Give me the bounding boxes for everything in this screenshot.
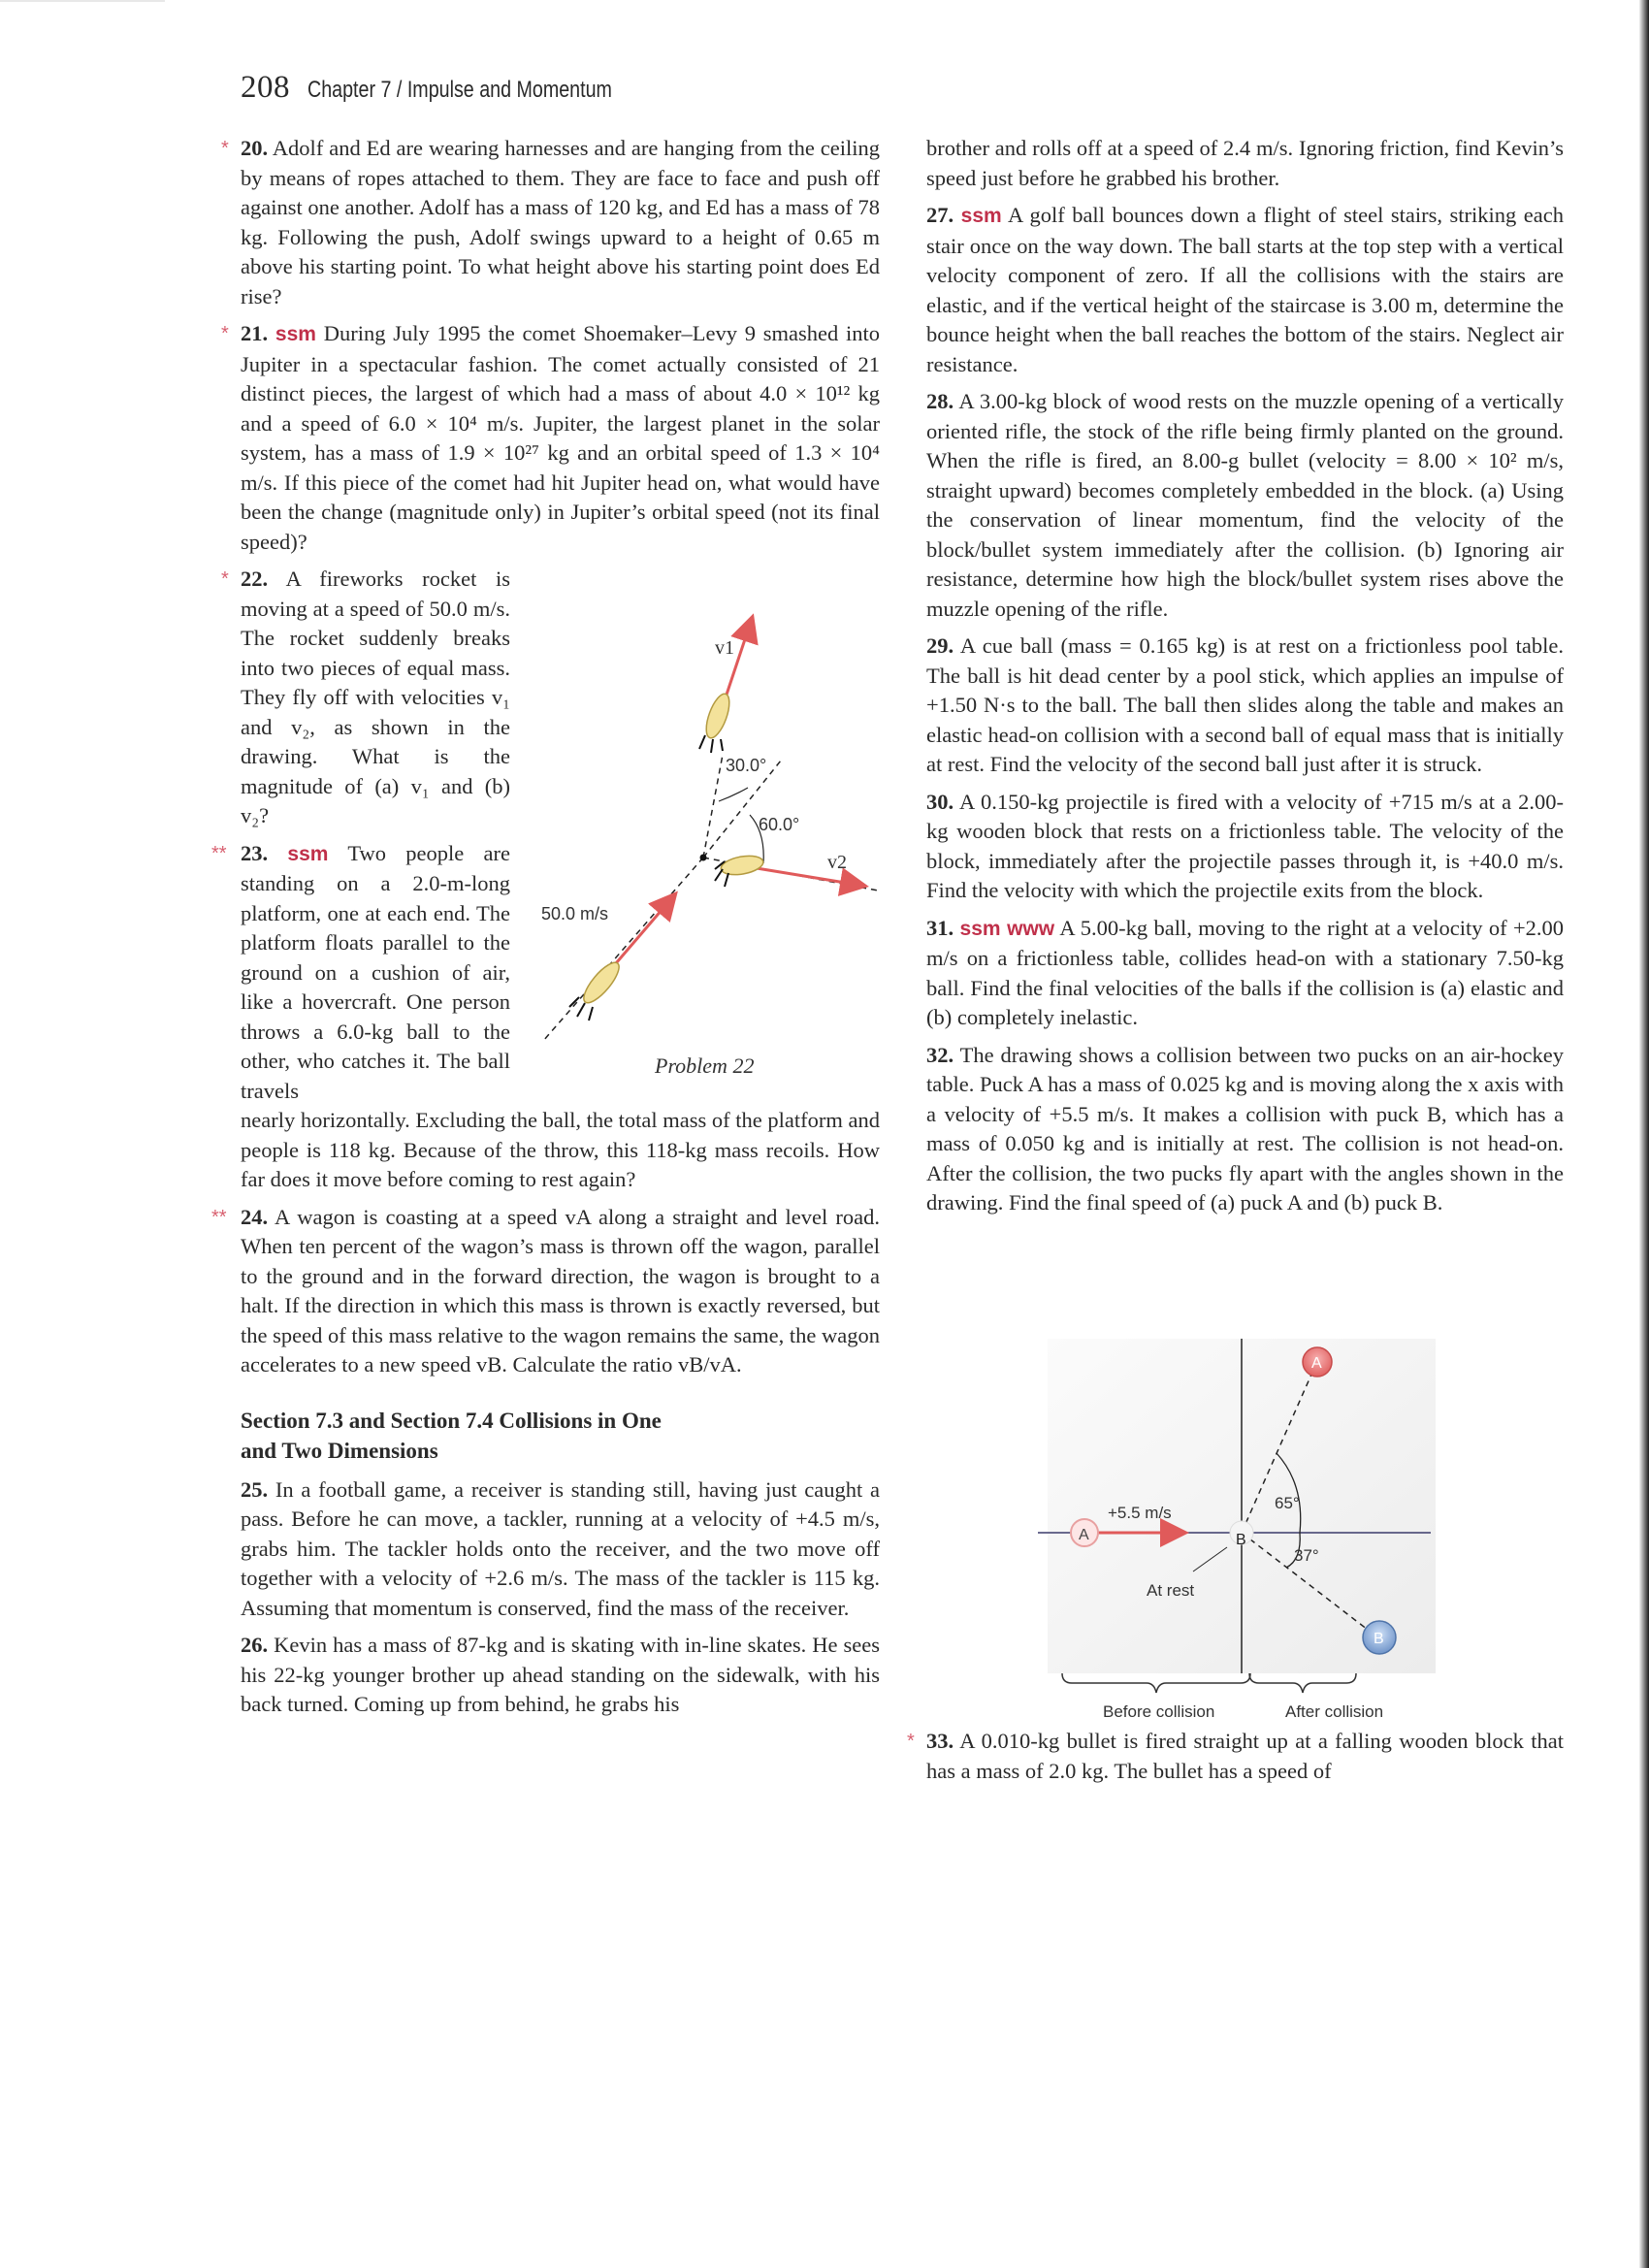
problem-text: A 0.010-kg bullet is fired straight up at a falling wooden block that has a mass of 2.0 kg. The bullet has a speed of: [926, 1729, 1564, 1783]
difficulty-star: *: [221, 568, 229, 590]
problem-number: 22.: [241, 567, 269, 591]
angle-65-label: 65°: [1275, 1494, 1300, 1512]
section-heading-line2: and Two Dimensions: [241, 1438, 438, 1463]
problem-21: [221, 319, 881, 557]
ssm-tag: ssm: [960, 205, 1002, 227]
section-heading-line1: Section 7.3 and Section 7.4 Collisions in One: [241, 1408, 662, 1433]
after-collision-label: After collision: [1285, 1702, 1384, 1721]
figure-caption: Problem 22: [655, 1053, 755, 1078]
right-column-bottom: [907, 1727, 1564, 1794]
problem-27: [926, 201, 1564, 379]
problem-text: A 5.00-kg ball, moving to the right at a velocity of +2.00 m/s on a frictionless table, collides head-on with a stationary 7.50-kg ball. Find the final velocities of the balls if the collision is (a) elastic and (b) completely inelastic.: [926, 915, 1565, 1029]
velocity-label: +5.5 m/s: [1108, 1504, 1172, 1522]
problem-28: [926, 387, 1564, 624]
problem-30: [926, 788, 1564, 906]
problem-text: A 3.00-kg block of wood rests on the muzzle opening of a vertically oriented rifle, the stock of the rifle being firmly planted on the ground. When the rifle is fired, an 8.00-g bullet (velocity = 8.00 × 10² m/s, straight upward) becomes completely embedded in the block. (a) Using the conservation of linear momentum, find the velocity of the block/bullet system immediately after the collision. (b) Ignoring air resistance, determine how high the block/bullet system rises above the muzzle opening of the rifle.: [926, 389, 1564, 621]
problem-number: 27.: [926, 203, 954, 227]
problem-26: [241, 1631, 880, 1720]
dashed-incoming: [543, 858, 703, 1041]
problem-number: 25.: [241, 1476, 269, 1502]
figure-problem-22: [529, 570, 897, 1085]
angle-37-label: 37°: [1294, 1546, 1319, 1565]
at-rest-label: At rest: [1147, 1581, 1195, 1600]
difficulty-star: *: [907, 1731, 915, 1752]
problem-number: 30.: [926, 789, 954, 814]
after-brace: [1249, 1673, 1356, 1693]
dashed-vertical: [703, 755, 723, 858]
problem-text: The drawing shows a collision between two pucks on an air-hockey table. Puck A has a mass of 0.025 kg and is moving along the x axis with a velocity of +5.5 m/s. It makes a collision with puck B, which has a mass of 0.050 kg and is initially at rest. The collision is not head-on. After the collision, the two pucks fly apart with the angles shown in the drawing. Find the final speed of (a) puck A and (b) puck B.: [926, 1042, 1564, 1215]
problem-26-continued: brother and rolls off at a speed of 2.4 m/s. Ignoring friction, find Kevin’s speed just before he grabbed his brother.: [926, 136, 1564, 190]
puck-b-after-label: B: [1374, 1631, 1384, 1647]
problem-text: A cue ball (mass = 0.165 kg) is at rest on a frictionless pool table. The ball is hit dead center by a pool stick, which applies an impulse of +1.50 N·s to the ball. The ball then slides along the table and makes an elastic head-on collision with a second ball of equal mass that is initially at rest. Find the velocity of the second ball just after it is struck.: [926, 633, 1564, 776]
v2-arrow: [757, 868, 863, 886]
problem-29: [926, 632, 1564, 780]
problem-text: During July 1995 the comet Shoemaker–Levy 9 smashed into Jupiter in a spectacular fashion. The comet actually consisted of 21 distinct pieces, the largest of which had a mass of about 4.0 × 10¹² kg and a speed of 6.0 × 10⁴ m/s. Jupiter, the largest planet in the solar system, has a mass of 1.9 × 10²⁷ kg and an orbital speed of 1.3 × 10⁴ m/s. If this piece of the comet had hit Jupiter head on, what would have been the change (magnitude only) in Jupiter’s orbital speed (not its final speed)?: [241, 321, 881, 554]
before-collision-label: Before collision: [1103, 1702, 1215, 1721]
rocket-icon: [699, 691, 734, 753]
difficulty-star: *: [221, 138, 229, 159]
problem-32: [926, 1041, 1564, 1218]
ssm-www-tag: ssm www: [959, 917, 1055, 940]
ssm-tag: ssm: [275, 323, 316, 345]
problem-number: 31.: [926, 915, 954, 940]
figure-problem-32: [1038, 1339, 1455, 1727]
problem-number: 33.: [926, 1729, 954, 1753]
angle-30-label: 30.0°: [726, 756, 767, 775]
problem-number: 24.: [241, 1204, 269, 1229]
incoming-arrow: [616, 895, 674, 963]
problem-text: Two people are standing on a 2.0-m-long platform, one at each end. The platform floats parallel to the ground on a cushion of air, like a hovercraft. One person throws a 6.0-kg ball to the other, who catches it. The ball travels: [241, 840, 510, 1103]
scan-edge: [0, 0, 165, 2]
problem-number: 29.: [926, 633, 954, 658]
difficulty-double-star: **: [211, 842, 227, 864]
page-header: [241, 70, 679, 109]
puck-a-before-label: A: [1079, 1527, 1089, 1543]
dashed-diagonal: [703, 761, 781, 858]
problem-number: 32.: [926, 1042, 954, 1067]
problem-22: [221, 565, 511, 831]
problem-number: 26.: [241, 1633, 269, 1657]
problem-31: [926, 914, 1564, 1033]
v2-label: v2: [827, 852, 847, 873]
angle-arc-30: [719, 788, 748, 801]
problem-24: [211, 1203, 880, 1380]
problem-text-continued: nearly horizontally. Excluding the ball, the total mass of the platform and people is 118 kg. Because of the throw, this 118-kg mass recoils. How far does it move before coming to rest again?: [241, 1108, 880, 1191]
right-column: [926, 134, 1564, 1226]
v1-label: v1: [715, 637, 734, 659]
problem-text: A wagon is coasting at a speed vA along a straight and level road. When ten percent of the wagon’s mass is thrown off the wagon, parallel to the ground and in the forward direction, the wagon is brought to a halt. If the direction in which this mass is thrown is exactly reversed, but the speed of this mass relative to the wagon remains the same, the wagon accelerates to a new speed vB. Calculate the ratio vB/vA.: [241, 1204, 880, 1377]
speed-label: 50.0 m/s: [541, 904, 609, 923]
rocket-icon: [569, 957, 625, 1021]
problem-number: 23.: [241, 840, 269, 865]
problem-number: 21.: [241, 321, 269, 345]
rocket-icon: [715, 853, 764, 887]
difficulty-double-star: **: [211, 1206, 227, 1228]
problem-number: 20.: [241, 136, 269, 160]
breakup-point: [700, 855, 707, 861]
chapter-title: Chapter 7 / Impulse and Momentum: [307, 77, 612, 103]
page-number: 208: [241, 70, 290, 105]
angle-60-label: 60.0°: [759, 815, 800, 834]
before-brace: [1062, 1673, 1250, 1693]
ssm-tag: ssm: [287, 842, 329, 865]
problem-text: Adolf and Ed are wearing harnesses and are hanging from the ceiling by means of ropes attached to them. They are face to face and push off against one another. Adolf has a mass of 120 kg, and Ed has a mass of 78 kg. Following the push, Adolf swings upward to a height of 0.65 m above his starting point. To what height above his starting point does Ed rise?: [241, 136, 880, 308]
problem-25: [241, 1475, 880, 1624]
page-edge-shadow: [1639, 0, 1649, 2268]
problem-text: A 0.150-kg projectile is fired with a velocity of +715 m/s at a 2.00-kg wooden block that rests on a frictionless table. The velocity of the block, immediately after the projectile passes through it, is +40.0 m/s. Find the velocity with which the projectile exits from the block.: [926, 789, 1565, 902]
difficulty-star: *: [221, 323, 229, 344]
problem-text: A golf ball bounces down a flight of steel stairs, striking each stair once on the way down. The ball starts at the top step with a vertical velocity component of zero. If all the collisions with the stairs are elastic, and if the vertical height of the staircase is 3.00 m, determine the bounce height when the ball reaches the bottom of the stairs. Neglect air resistance.: [926, 203, 1564, 376]
problem-number: 28.: [926, 389, 954, 413]
puck-b-before-label: B: [1236, 1532, 1246, 1548]
problem-text: Kevin has a mass of 87-kg and is skating with in-line skates. He sees his 22-kg younger brother up ahead standing on the sidewalk, with his back turned. Coming up from behind, he grabs his: [241, 1633, 880, 1716]
section-heading: [241, 1406, 880, 1466]
puck-a-after-label: A: [1311, 1355, 1322, 1372]
problem-20: [221, 134, 880, 311]
problem-33: [907, 1727, 1564, 1786]
problem-text: A fireworks rocket is moving at a speed of 50.0 m/s. The rocket suddenly breaks into two pieces of equal mass. They fly off with velocities v₁ and v₂, as shown in the drawing. What is the magnitude of (a) v₁ and (b) v₂?: [241, 567, 511, 827]
problem-text: In a football game, a receiver is standing still, having just caught a pass. Before he can move, a tackler, running at a velocity of +4.5 m/s, grabs him. The tackler holds onto the receiver, and the two move off together with a velocity of +2.6 m/s. The mass of the tackler is 115 kg. Assuming that momentum is conserved, find the mass of the receiver.: [241, 1476, 881, 1620]
